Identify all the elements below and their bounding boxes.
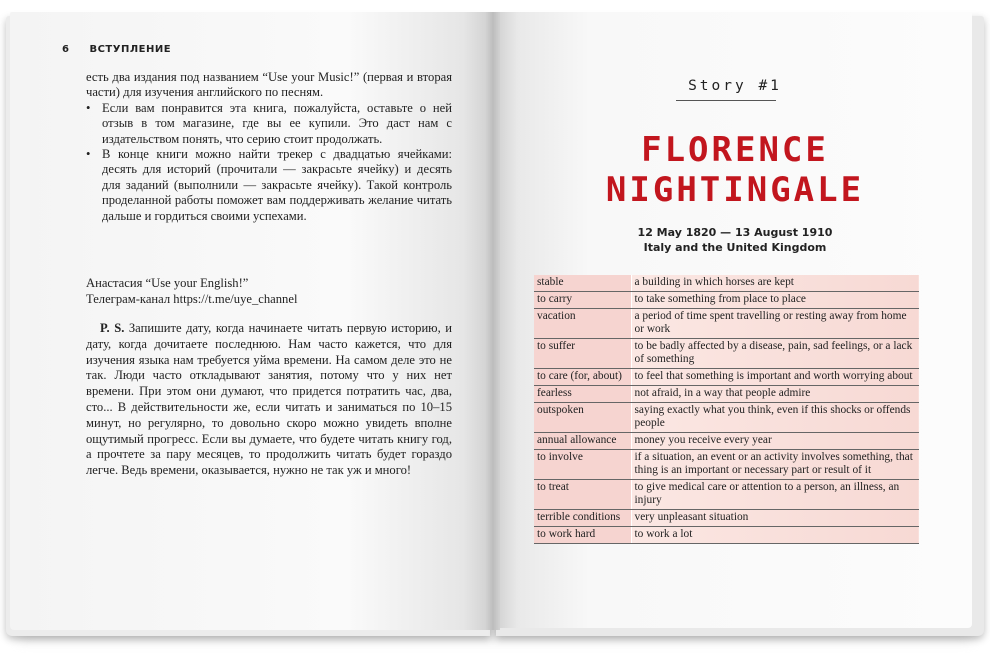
title-line-2: NIGHTINGALE (605, 170, 865, 210)
table-row (534, 480, 919, 510)
story-title (560, 130, 910, 210)
vocab-term: to care (for, about) (534, 369, 631, 386)
intro-paragraph: есть два издания под названием “Use your Music!” (первая и вторая части) для изучения английского по песням. (86, 70, 452, 100)
signature-channel: Телеграм-канал https://t.me/uye_channel (86, 292, 298, 306)
table-row (534, 386, 919, 403)
vocab-term: to suffer (534, 339, 631, 369)
intro-text (86, 70, 452, 224)
table-row (534, 309, 919, 339)
signature-name: Анастасия “Use your English!” (86, 276, 249, 290)
vocab-term: to treat (534, 480, 631, 510)
vocab-term: vacation (534, 309, 631, 339)
vocab-definition: very unpleasant situation (631, 510, 919, 527)
chapter-title: ВСТУПЛЕНИЕ (89, 44, 172, 55)
story-underline (676, 100, 776, 101)
vocab-definition: to be badly affected by a disease, pain, sad feelings, or a lack of something (631, 339, 919, 369)
countries: Italy and the United Kingdom (643, 241, 827, 254)
vocab-definition: saying exactly what you think, even if this shocks or offends people (631, 403, 919, 433)
ps-label: P. S. (100, 321, 125, 335)
vocab-term: annual allowance (534, 433, 631, 450)
vocab-definition: money you receive every year (631, 433, 919, 450)
bullet-tracker: • В конце книги можно найти трекер с двадцатью ячейками: десять для историй (прочитали — закрасьте ячейку) и десять для заданий (выполнили — закрасьте ячейку). Такой контроль проделанной работы поможет вам поддерживать желание читать дальше и гордиться своими успехами. (86, 147, 452, 224)
vocabulary-table (534, 275, 919, 544)
vocab-term: outspoken (534, 403, 631, 433)
vocab-term: stable (534, 275, 631, 292)
table-row (534, 339, 919, 369)
table-row (534, 433, 919, 450)
vocab-definition: a period of time spent travelling or resting away from home or work (631, 309, 919, 339)
title-line-1: FLORENCE (641, 130, 829, 170)
story-meta (560, 225, 910, 255)
vocab-term: to work hard (534, 527, 631, 544)
table-row (534, 369, 919, 386)
vocab-term: to carry (534, 292, 631, 309)
table-row (534, 510, 919, 527)
vocab-term: terrible conditions (534, 510, 631, 527)
table-row (534, 403, 919, 433)
vocab-term: fearless (534, 386, 631, 403)
book-spine (486, 12, 500, 630)
bullet-review: • Если вам понравится эта книга, пожалуйста, оставьте о ней отзыв в том магазине, где вы ее купили. Это даст нам с издательством понять, что серию стоит продолжать. (86, 101, 452, 147)
left-page-header (62, 44, 171, 55)
vocab-definition: to work a lot (631, 527, 919, 544)
vocab-definition: not afraid, in a way that people admire (631, 386, 919, 403)
life-dates: 12 May 1820 — 13 August 1910 (637, 226, 833, 239)
table-row (534, 275, 919, 292)
vocab-definition: if a situation, an event or an activity involves something, that thing is an important or necessary part or result of it (631, 450, 919, 480)
vocab-definition: a building in which horses are kept (631, 275, 919, 292)
table-row (534, 450, 919, 480)
table-row (534, 292, 919, 309)
vocab-definition: to feel that something is important and worth worrying about (631, 369, 919, 386)
signature (86, 275, 297, 307)
ps-text: Запишите дату, когда начинаете читать первую историю, и дату, когда дочитаете последнюю. Нам часто кажется, что для изучения языка нам требуется уйма времени. На самом деле это не так. Люди часто откладывают занятия, потому что у них нет времени. При этом они думают, что придется потратить час, два, сто... В действительности же, если читать и заниматься по 10–15 минут, но регулярно, то довольно скоро можно увидеть вполне ощутимый прогресс. Если вы думаете, что будете читать книгу год, а прочтете за пару месяцев, то продолжить читать будет гораздо легче. Ведь времени, оказывается, нужно не так уж и много! (86, 321, 452, 478)
postscript (86, 321, 452, 479)
table-row (534, 527, 919, 544)
story-label: Story #1 (688, 78, 782, 94)
page-number: 6 (62, 44, 70, 55)
vocab-term: to involve (534, 450, 631, 480)
vocab-definition: to give medical care or attention to a person, an illness, an injury (631, 480, 919, 510)
vocab-definition: to take something from place to place (631, 292, 919, 309)
